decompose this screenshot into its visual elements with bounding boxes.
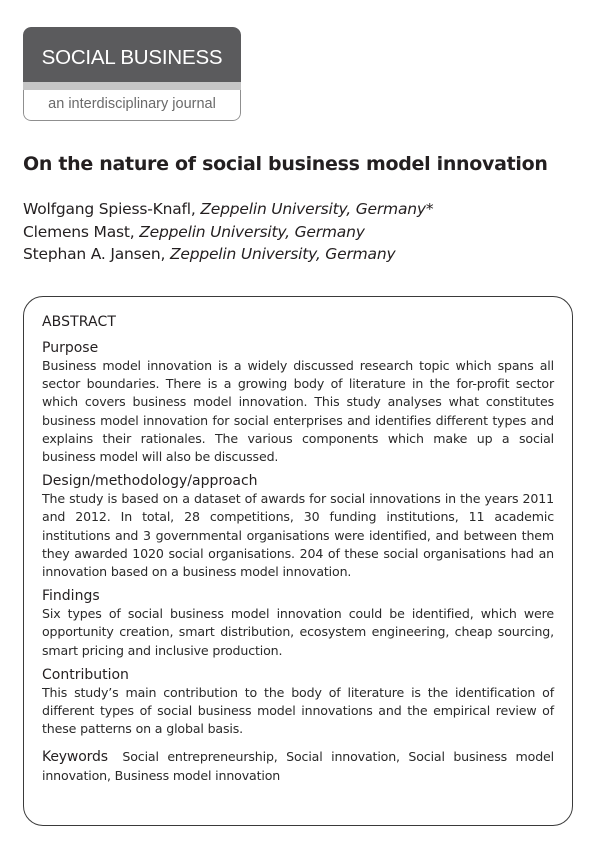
journal-tagline: an interdisciplinary journal [48,96,216,112]
abstract-box [23,296,573,826]
author-line [23,221,433,244]
abstract-heading: ABSTRACT [42,314,116,330]
logo-title-panel [23,27,241,82]
keywords-label: Keywords [42,749,108,766]
section-label: Design/methodology/approach [42,473,258,490]
logo-divider-stripe [23,82,241,90]
article-title: On the nature of social business model innovation [23,153,548,175]
author-name: Stephan A. Jansen, [23,245,170,263]
keywords [42,748,554,784]
abstract-section-findings [42,587,554,660]
abstract-section-contribution [42,666,554,739]
section-body: Six types of social business model innovation could be identified, which were opportunity creation, smart distribution, ecosystem engineering, cheap sourcing, smart pricing and inclusive production. [42,606,554,658]
author-list [23,198,433,266]
section-label: Purpose [42,340,99,356]
author-name: Wolfgang Spiess-Knafl, [23,200,201,218]
keywords-value: Social entrepreneurship, Social innovation, Social business model innovation, Business model innovation [42,749,554,783]
author-line [23,243,433,266]
journal-name: SOCIAL BUSINESS [41,45,223,69]
journal-logo [23,27,241,121]
abstract-section-purpose [42,339,554,466]
section-body: This study’s main contribution to the body of literature is the identification of different types of social business model innovations and the empirical review of these patterns on a global basis. [42,684,554,737]
author-affiliation: Zeppelin University, Germany* [200,200,434,218]
section-body: Business model innovation is a widely discussed research topic which spans all sector boundaries. There is a growing body of literature in the for-profit sector which covers business model innovation. This study analyses what constitutes business model innovation for social enterprises and identifies different types and explains their rationales. The various components which make up a social business model will also be discussed. [42,358,554,465]
section-label: Contribution [42,666,129,683]
abstract-section-design [42,472,554,581]
author-affiliation: Zeppelin University, Germany [139,222,365,241]
author-affiliation: Zeppelin University, Germany [169,245,396,263]
section-label: Findings [42,588,100,605]
section-body: The study is based on a dataset of awards for social innovations in the years 2011 and 2012. In total, 28 competitions, 30 funding institutions, 11 academic institutions and 3 governmental organisations were identified, and between them they awarded 1020 social organisations. 204 of these social organisations had an innovation based on a business model innovation. [42,491,554,580]
author-name: Clemens Mast, [23,222,140,241]
logo-tagline-panel [23,90,241,121]
author-line [23,198,433,221]
